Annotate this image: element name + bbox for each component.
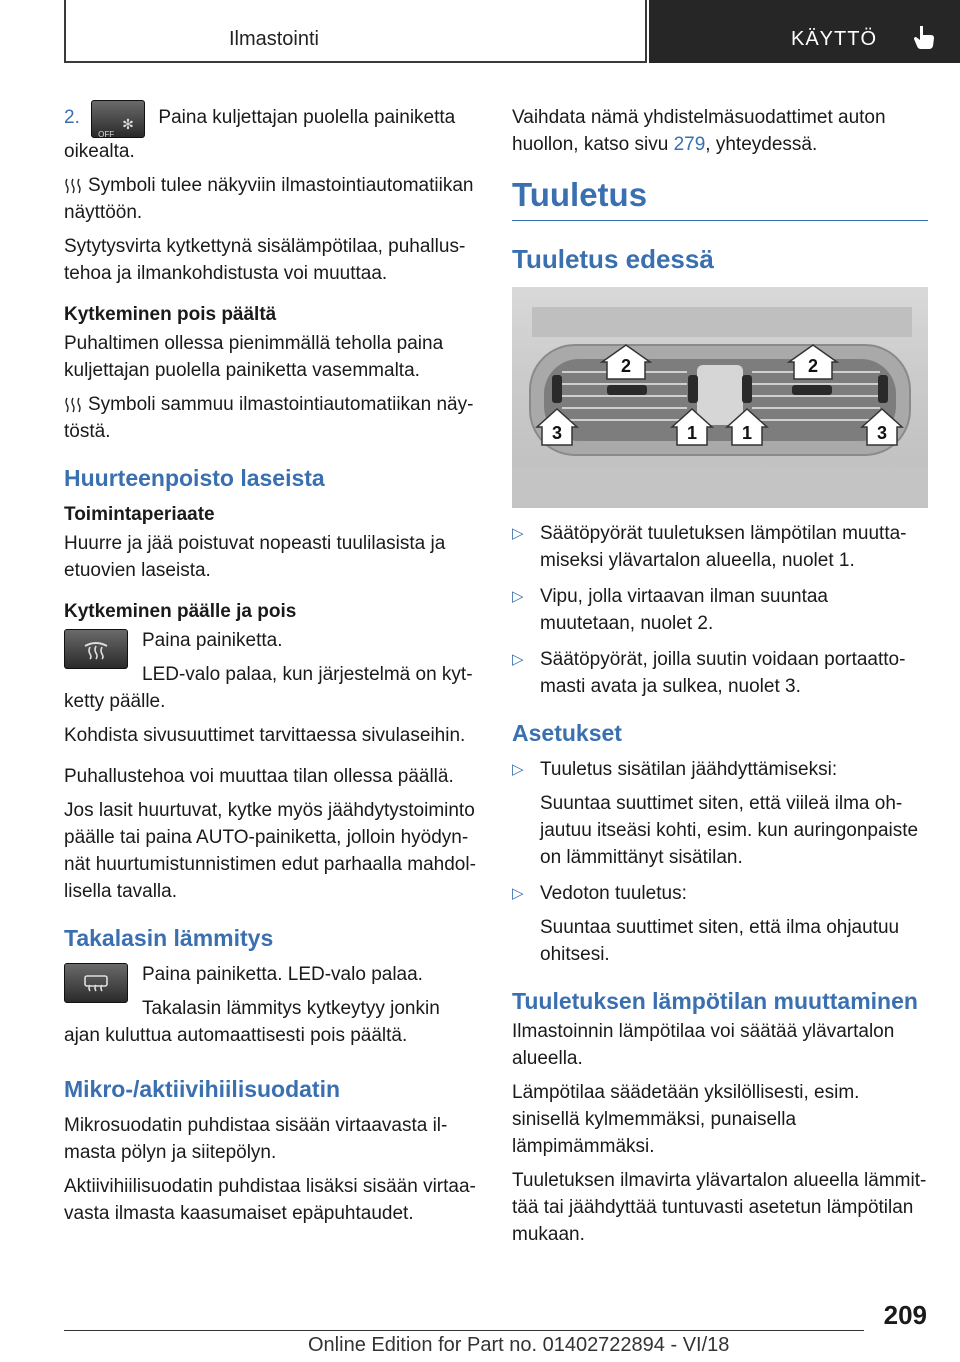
subheading-principle: Toimintaperiaate [64, 504, 215, 525]
paragraph: Tuuletuksen ilmavirta ylävartalon alueella lämmittää tai jäähdyttää tuntuvasti asetetun lämpötilan mukaan. [512, 1170, 927, 1245]
filter-service-text: Vaihdata nämä yhdistelmäsuodattimet auton huollon, katso sivu 279, yhteydessä. [512, 107, 886, 155]
footer-divider [64, 1330, 864, 1331]
vent-illustration [512, 287, 928, 508]
figure-label: 1 [741, 423, 753, 443]
paragraph: Sytytysvirta kytkettynä sisälämpötilaa, puhallustehoa ja ilmankohdistusta voi muuttaa. [64, 236, 466, 284]
heading-filter: Mikro-/aktiivihiilisuodatin [64, 1076, 341, 1102]
paragraph: Paina painiketta. LED-valo palaa. [142, 964, 423, 985]
paragraph: Puhallustehoa voi muuttaa tilan ollessa päällä. [64, 766, 454, 787]
heading-front-ventilation: Tuuletus edessä [512, 244, 714, 274]
left-column [64, 104, 478, 1234]
page-number: 209 [883, 1300, 927, 1330]
paragraph: Puhaltimen ollessa pienimmällä teholla paina kuljettajan puolella painiketta vasemmalta. [64, 333, 444, 381]
paragraph: Mikrosuodatin puhdistaa sisään virtaavasta ilmasta pölyn ja siitepölyn. [64, 1115, 448, 1163]
paragraph: Ilmastoinnin lämpötilaa voi säätää ylävartalon alueella. [512, 1021, 895, 1069]
step-text: Paina kuljettajan puolella painiketta oikealta. [64, 107, 456, 162]
paragraph: Kohdista sivusuuttimet tarvittaessa sivulaseihin. [64, 725, 466, 746]
figure-label: 2 [620, 356, 632, 376]
list-item: ▷ Vipu, jolla virtaavan ilman suuntaa muutetaan, nuolet 2. [512, 583, 928, 637]
windshield-defrost-button-icon [64, 629, 128, 669]
step-2 [64, 104, 478, 165]
airflow-symbol-icon [64, 178, 82, 194]
chapter-tab[interactable] [649, 0, 960, 63]
figure-label: 3 [876, 423, 888, 443]
list-item: ▷ Säätöpyörät, joilla suutin voidaan portaattomasti avata ja sulkea, nuolet 3. [512, 646, 928, 700]
vent-parts-list [512, 520, 928, 700]
chapter-label: KÄYTTÖ [791, 28, 878, 50]
heading-rear-window: Takalasin lämmitys [64, 925, 274, 951]
fan-icon: ✻ [122, 116, 134, 132]
paragraph: Paina painiketta. [142, 630, 283, 651]
paragraph: Aktiivihiilisuodatin puhdistaa lisäksi sisään virtaavasta ilmasta kaasumaiset epäpuhtaudet. [64, 1176, 476, 1224]
off-label: OFF [98, 130, 115, 139]
figure-label: 2 [807, 356, 819, 376]
subheading-off: Kytkeminen pois päältä [64, 304, 277, 325]
windshield-defrost-icon [83, 638, 109, 660]
heading-temperature: Tuuletuksen lämpötilan muuttaminen [512, 988, 918, 1014]
paragraph: Huurre ja jää poistuvat nopeasti tuulilasista ja etuovien laseista. [64, 533, 446, 581]
heading-settings: Asetukset [512, 720, 622, 746]
defrost-button-block [64, 627, 478, 722]
list-item: ▷ Tuuletus sisätilan jäähdyttämiseksi: Suuntaa suuttimet siten, että viileä ilma ohjautuu itseäsi kohti, esim. kun auringonpaiste on lämmittänyt sisätilan. [512, 756, 928, 871]
paragraph: Jos lasit huurtuvat, kytke myös jäähdytystoiminto päälle tai paina AUTO-painiketta, jolloin hyödynnät huurtumistunnistimen edut parhaalla mahdollisella tavalla. [64, 800, 476, 902]
list-item: ▷ Vedoton tuuletus: Suuntaa suuttimet siten, että ilma ohjautuu ohitsesi. [512, 880, 928, 968]
subheading-onoff: Kytkeminen päälle ja pois [64, 601, 297, 622]
pointing-hand-icon [911, 24, 937, 50]
fan-off-button-icon [91, 100, 145, 138]
figure-label: 3 [551, 423, 563, 443]
airflow-symbol-icon [64, 397, 82, 413]
symbol-shown-text: Symboli tulee näkyviin ilmastointiautomatiikan näyttöön. [64, 175, 474, 223]
paragraph: LED-valo palaa, kun järjestelmä on kytketty päälle. [64, 664, 473, 712]
heading-ventilation: Tuuletus [512, 176, 928, 221]
symbol-off-text: Symboli sammuu ilmastointiautomatiikan näytöstä. [64, 394, 474, 442]
paragraph: Lämpötilaa säädetään yksilöllisesti, esim. sinisellä kylmemmäksi, punaisella lämpimämmäksi. [512, 1082, 860, 1157]
edition-text: Online Edition for Part no. 01402722894 - VI/18 [308, 1334, 730, 1356]
right-column [512, 104, 928, 1255]
header-frame [64, 0, 647, 63]
page-link[interactable]: 279 [673, 134, 706, 155]
rear-window-heating-icon [83, 972, 109, 994]
paragraph: Takalasin lämmitys kytkeytyy jonkin ajan kuluttua automaattisesti pois päältä. [64, 998, 440, 1046]
heading-defrost: Huurteenpoisto laseista [64, 465, 325, 491]
section-title: Ilmastointi [228, 28, 319, 50]
figure-label: 1 [686, 423, 698, 443]
settings-list [512, 756, 928, 968]
list-item: ▷ Säätöpyörät tuuletuksen lämpötilan muuttamiseksi ylävartalon alueella, nuolet 1. [512, 520, 928, 574]
rear-window-heating-button-icon [64, 963, 128, 1003]
rear-defrost-block [64, 961, 478, 1056]
front-vents-figure [512, 287, 928, 508]
step-number: 2. [64, 107, 80, 128]
